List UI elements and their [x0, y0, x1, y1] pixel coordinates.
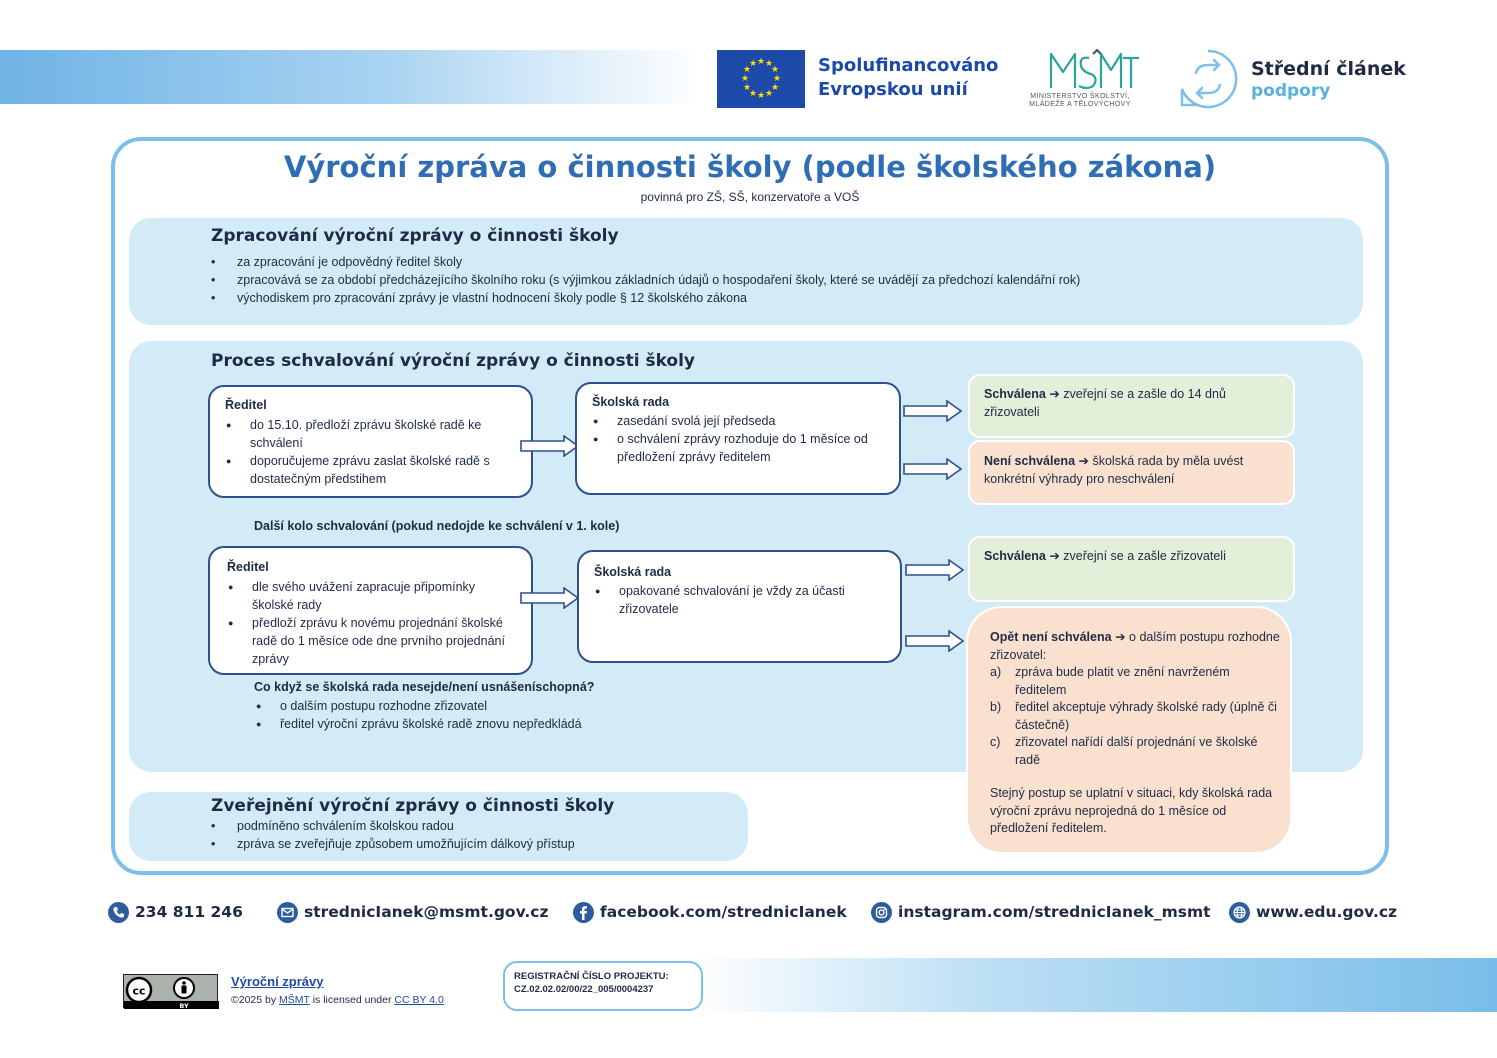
- svg-text:★: ★: [764, 89, 774, 99]
- license-name-link[interactable]: CC BY 4.0: [394, 994, 444, 1006]
- round2-rejected-content: [990, 629, 1280, 838]
- license-line: [231, 994, 444, 1006]
- phone-icon: [108, 902, 129, 923]
- quorum-question: Co když se školská rada nesejde/není usnášeníschopná?: [254, 680, 595, 694]
- contact-facebook[interactable]: [573, 900, 847, 924]
- registration-label: REGISTRAČNÍ ČÍSLO PROJEKTU:: [514, 971, 669, 982]
- page-title: Výroční zpráva o činnosti školy (podle školského zákona): [283, 150, 1217, 184]
- box-title: Školská rada: [592, 395, 670, 409]
- arrow-right-icon: [520, 587, 580, 609]
- contact-web[interactable]: [1229, 900, 1397, 924]
- list-item: • za zpracování je odpovědný ředitel školy: [211, 253, 1080, 271]
- mail-icon: [277, 902, 298, 923]
- svg-text:★: ★: [770, 83, 780, 93]
- msmt-subtitle-line-2: MLÁDEŽE A TĚLOVÝCHOVY: [1029, 101, 1131, 108]
- option-letter: c): [990, 735, 1001, 749]
- rejected-note: Stejný postup se uplatní v situaci, kdy školská rada výroční zprávu neprojedná do 1 měsíce od předložení ředitelem.: [990, 786, 1273, 835]
- svg-text:★: ★: [748, 89, 758, 99]
- eu-line-2: Evropskou unií: [818, 79, 968, 100]
- list-item: ● zasedání svolá její předseda: [592, 412, 892, 430]
- option-letter: a): [990, 665, 1002, 679]
- arrow-glyph: ➔: [1049, 549, 1060, 563]
- svg-text:★: ★: [764, 59, 774, 69]
- round2-board-list: [594, 582, 884, 618]
- list-item: [990, 699, 1280, 734]
- list-item: ● o dalším postupu rozhodne zřizovatel: [255, 697, 655, 715]
- svg-text:★: ★: [756, 91, 766, 101]
- instagram-icon: [871, 902, 892, 923]
- rejected-text: o dalším postupu rozhodne zřizovatel:: [990, 630, 1280, 662]
- project-registration-box: [503, 961, 703, 1011]
- list-item: • zpracovává se za období předcházejícího školního roku (s výjimkou základních údajů o hospodaření školy, které se uvádějí za předchozí kalendářní rok): [211, 271, 1080, 289]
- header-gradient-band: [0, 50, 700, 104]
- contact-instagram[interactable]: [871, 900, 1211, 924]
- approved-label: Schválena: [984, 387, 1046, 401]
- option-text: zřizovatel nařídí další projednání ve školské radě: [1015, 735, 1258, 767]
- approved-text: zveřejní se a zašle zřizovateli: [1063, 549, 1226, 563]
- svg-text:★: ★: [740, 74, 750, 84]
- round2-label: Další kolo schvalování (pokud nedojde ke schválení v 1. kole): [254, 519, 620, 533]
- round1-director-box: [208, 385, 533, 498]
- round1-board-list: [592, 412, 892, 466]
- cc-by-license-badge: [123, 974, 218, 1008]
- rejected-label: Opět není schválena: [990, 630, 1112, 644]
- svg-text:★: ★: [756, 57, 766, 67]
- list-item: ● předloží zprávu k novému projednání školské radě do 1 měsíce ode dne prvního projednání zprávy: [227, 614, 517, 668]
- round2-director-box: [208, 546, 533, 675]
- option-letter: b): [990, 700, 1002, 714]
- publication-heading: Zveřejnění výroční zprávy o činnosti školy: [211, 796, 615, 816]
- rejected-label: Není schválena: [984, 454, 1076, 468]
- round2-approved-box: [968, 536, 1295, 602]
- rejected-intro: [990, 629, 1280, 664]
- arrow-right-icon: [905, 630, 965, 652]
- registration-number: CZ.02.02.02/00/22_005/0004237: [514, 984, 654, 995]
- contact-phone[interactable]: [108, 900, 243, 924]
- arrow-right-icon: [903, 458, 963, 480]
- license-owner-link[interactable]: MŠMT: [279, 994, 310, 1006]
- round1-director-list: [225, 416, 515, 488]
- publication-list: [211, 817, 575, 853]
- brand-title: Střední článek: [1251, 58, 1406, 80]
- quorum-list: [255, 697, 655, 733]
- round2-board-box: [577, 550, 902, 663]
- box-title: Ředitel: [225, 398, 267, 412]
- box-title: Školská rada: [594, 565, 672, 579]
- svg-text:★: ★: [770, 65, 780, 75]
- eu-flag-icon: [717, 50, 805, 108]
- arrow-right-icon: [520, 435, 580, 457]
- instagram-link: instagram.com/strednicIanek_msmt: [898, 903, 1211, 921]
- facebook-link: facebook.com/strednicIanek: [600, 903, 847, 921]
- list-item: [990, 664, 1280, 699]
- approval-heading: Proces schvalování výroční zprávy o činnosti školy: [211, 351, 696, 371]
- arrow-right-icon: [905, 559, 965, 581]
- box-title: Ředitel: [227, 560, 269, 574]
- option-text: zpráva bude platit ve znění navrženém ředitelem: [1015, 665, 1230, 697]
- list-item: ● do 15.10. předloží zprávu školské radě ke schválení: [225, 416, 515, 452]
- rejected-text: školská rada by měla uvést konkrétní výhrady pro neschválení: [984, 454, 1244, 486]
- list-item: ● dle svého uvážení zapracuje připomínky školské rady: [227, 578, 517, 614]
- list-item: ● doporučujeme zprávu zaslat školské radě s dostatečným předstihem: [225, 452, 515, 488]
- arrow-glyph: ➔: [1115, 630, 1126, 644]
- facebook-icon: [573, 902, 594, 923]
- brand-subtitle: podpory: [1251, 81, 1331, 101]
- list-item: • zpráva se zveřejňuje způsobem umožňujícím dálkový přístup: [211, 835, 575, 853]
- web-link: www.edu.gov.cz: [1256, 903, 1398, 921]
- cc-badge-text: BY: [179, 1002, 189, 1009]
- list-item: ● o schválení zprávy rozhoduje do 1 měsíce od předložení zprávy ředitelem: [592, 430, 892, 466]
- svg-text:★: ★: [742, 65, 752, 75]
- list-item: ● ředitel výroční zprávu školské radě znovu nepředkládá: [255, 715, 655, 733]
- arrow-right-icon: [903, 400, 963, 422]
- arrow-glyph: ➔: [1078, 454, 1089, 468]
- arrow-glyph: ➔: [1049, 387, 1060, 401]
- page-subtitle: povinná pro ZŠ, SŠ, konzervatoře a VOŠ: [640, 190, 860, 204]
- rejected-options-list: [990, 664, 1280, 769]
- license-middle: is licensed under: [312, 994, 392, 1006]
- msmt-subtitle-line-1: MINISTERSTVO ŠKOLSTVÍ,: [1030, 93, 1130, 100]
- round1-rejected-box: [968, 440, 1295, 505]
- list-item: • podmíněno schválením školskou radou: [211, 817, 575, 835]
- stredni-clanek-logo-icon: [1176, 47, 1240, 111]
- license-prefix: ©2025 by: [231, 994, 277, 1006]
- svg-text:cc: cc: [132, 984, 146, 998]
- eu-cofinanced-text: [818, 54, 998, 102]
- svg-text:★: ★: [772, 74, 782, 84]
- footer-gradient-band: [690, 958, 1497, 1012]
- phone-number: 234 811 246: [135, 903, 243, 921]
- license-title-link[interactable]: Výroční zprávy: [231, 974, 324, 989]
- list-item: ● opakované schvalování je vždy za účasti zřizovatele: [594, 582, 884, 618]
- processing-list: [211, 253, 1080, 307]
- svg-text:★: ★: [748, 59, 758, 69]
- round1-board-box: [575, 382, 901, 495]
- svg-text:★: ★: [742, 83, 752, 93]
- msmt-subtitle: [1012, 93, 1148, 109]
- option-text: ředitel akceptuje výhrady školské rady (úplně či částečně): [1015, 700, 1277, 732]
- list-item: [990, 734, 1280, 769]
- globe-icon: [1229, 902, 1250, 923]
- approved-text: zveřejní se a zašle do 14 dnů zřizovateli: [984, 387, 1226, 419]
- contact-email[interactable]: [277, 900, 549, 924]
- round2-director-list: [227, 578, 517, 668]
- approved-label: Schválena: [984, 549, 1046, 563]
- email-link: strednicIanek@msmt.gov.cz: [304, 903, 549, 921]
- round2-rejected-box: [966, 606, 1292, 854]
- round1-approved-box: [968, 374, 1295, 438]
- eu-line-1: Spolufinancováno: [818, 55, 999, 76]
- list-item: • východiskem pro zpracování zprávy je vlastní hodnocení školy podle § 12 školského zákona: [211, 289, 1080, 307]
- processing-heading: Zpracování výroční zprávy o činnosti školy: [211, 226, 619, 246]
